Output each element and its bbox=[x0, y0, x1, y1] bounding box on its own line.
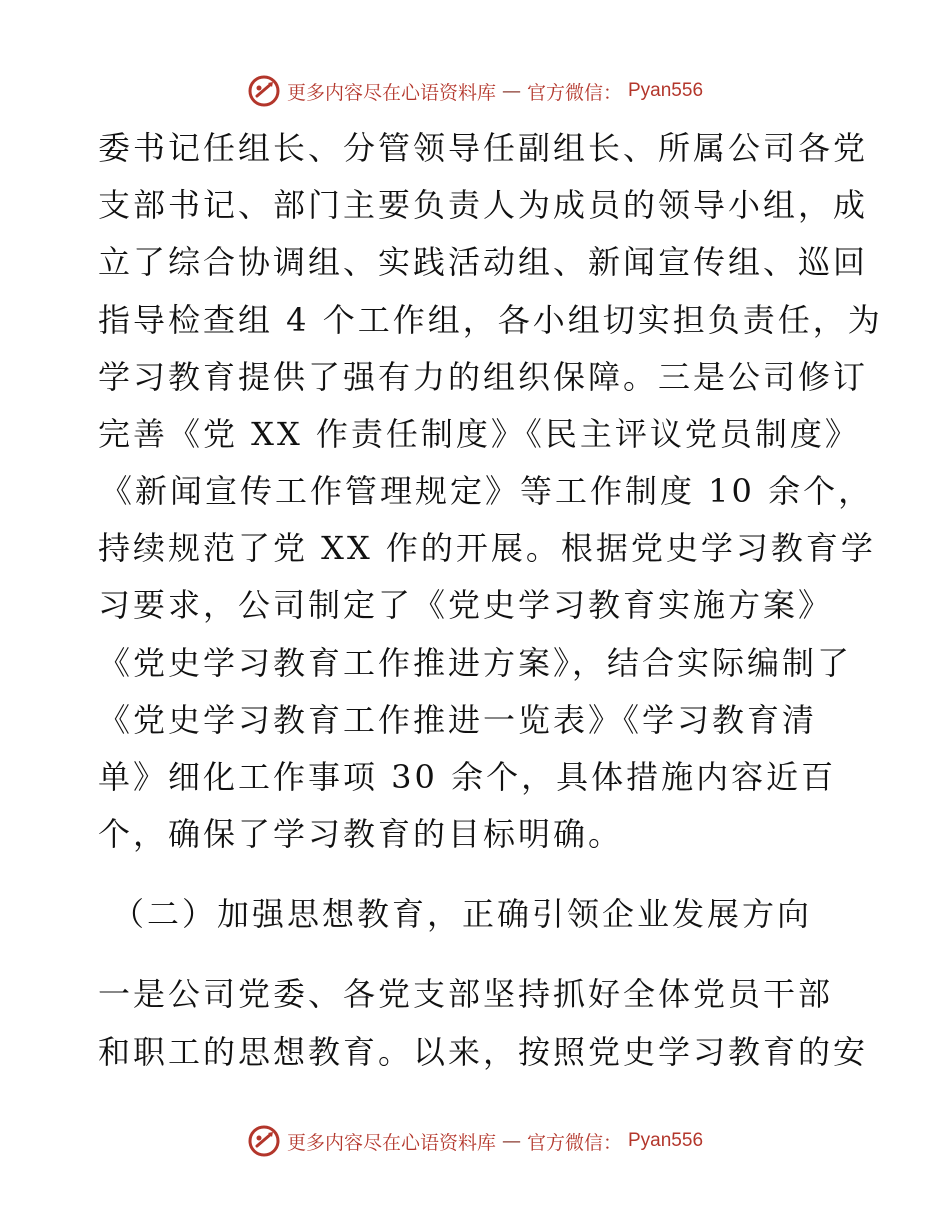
paragraph1-line: 单》细化工作事项 30 余个，具体措施内容近百 bbox=[98, 758, 837, 796]
header-wechat-id: Pyan556 bbox=[628, 80, 704, 101]
logo-icon bbox=[247, 74, 281, 108]
paragraph1-line: 支部书记、部门主要负责人为成员的领导小组，成 bbox=[98, 186, 869, 224]
paragraph2-line: 和职工的思想教育。以来，按照党史学习教育的安 bbox=[98, 1033, 869, 1071]
footer-banner bbox=[0, 1121, 950, 1161]
section-heading: （二）加强思想教育，正确引领企业发展方向 bbox=[112, 895, 813, 933]
header-wechat-label: 官方微信： bbox=[526, 81, 622, 104]
paragraph1-line: 完善《党 XX 作责任制度》《民主评议党员制度》 bbox=[98, 415, 860, 453]
footer-dash: — bbox=[501, 1130, 521, 1152]
header-banner bbox=[0, 71, 950, 111]
paragraph1-line: 习要求，公司制定了《党史学习教育实施方案》 bbox=[98, 586, 834, 624]
logo-icon bbox=[247, 1124, 281, 1158]
header-dash: — bbox=[501, 80, 521, 102]
footer-brand-text: 更多内容尽在心语资料库 bbox=[286, 1131, 496, 1154]
paragraph2-line: 一是公司党委、各党支部坚持抓好全体党员干部 bbox=[98, 975, 834, 1013]
paragraph1-line: 学习教育提供了强有力的组织保障。三是公司修订 bbox=[98, 358, 869, 396]
paragraph1-line: 持续规范了党 XX 作的开展。根据党史学习教育学 bbox=[98, 529, 876, 567]
paragraph1-line: 《党史学习教育工作推进方案》，结合实际编制了 bbox=[98, 644, 853, 682]
paragraph1-line: 指导检查组 4 个工作组，各小组切实担负责任，为 bbox=[98, 301, 883, 339]
paragraph1-line: 立了综合协调组、实践活动组、新闻宣传组、巡回 bbox=[98, 243, 869, 281]
paragraph1-line: 《党史学习教育工作推进一览表》《学习教育清 bbox=[98, 701, 818, 739]
paragraph1-line: 委书记任组长、分管领导任副组长、所属公司各党 bbox=[98, 129, 869, 167]
paragraph1-line: 《新闻宣传工作管理规定》等工作制度 10 余个， bbox=[100, 472, 874, 510]
header-brand-text: 更多内容尽在心语资料库 bbox=[286, 81, 496, 104]
paragraph1-line: 个，确保了学习教育的目标明确。 bbox=[98, 815, 624, 853]
footer-wechat-label: 官方微信： bbox=[526, 1131, 622, 1154]
footer-wechat-id: Pyan556 bbox=[628, 1130, 704, 1151]
